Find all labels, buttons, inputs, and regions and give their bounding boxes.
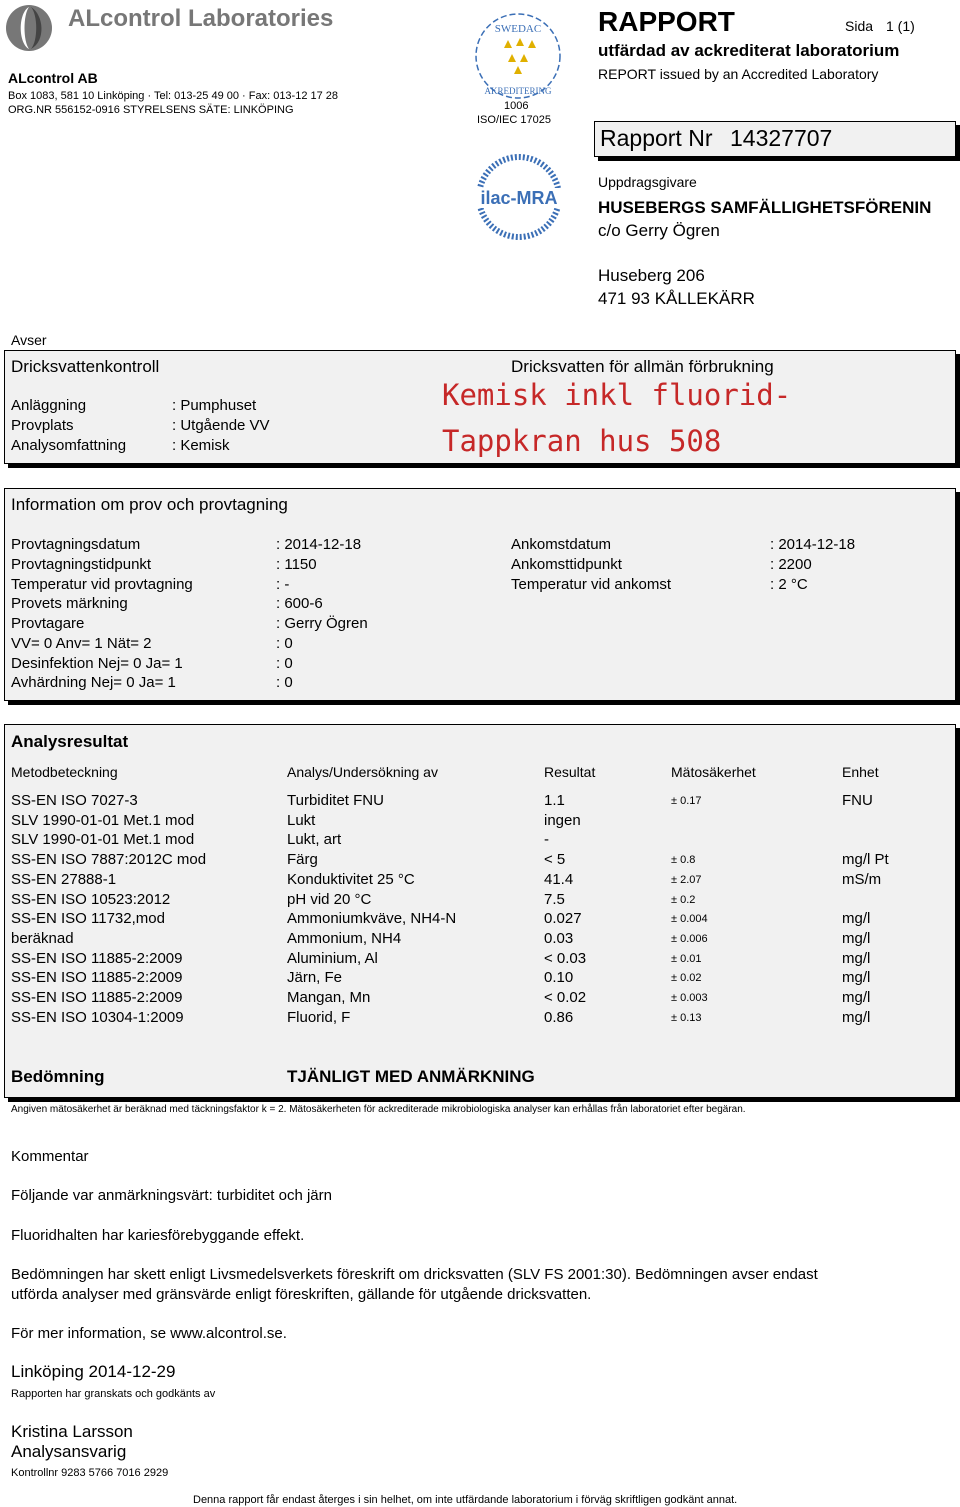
cell-uncertainty: ± 0.02: [671, 972, 702, 985]
cell-method: SS-EN ISO 11732,mod: [11, 910, 165, 928]
info-left-value: : Gerry Ögren: [276, 615, 368, 632]
stamp-line-1: Kemisk inkl fluorid-: [442, 378, 792, 412]
cell-method: SS-EN ISO 7027-3: [11, 792, 138, 809]
avser-title: Dricksvattenkontroll: [11, 357, 160, 376]
comment-line: Följande var anmärkningsvärt: turbiditet och järn: [11, 1187, 332, 1204]
page-label: Sida: [845, 18, 874, 34]
cell-uncertainty: ± 0.8: [671, 854, 696, 867]
cell-result: 1.1: [544, 792, 565, 809]
cell-result: 7.5: [544, 890, 565, 908]
cell-method: SS-EN ISO 10304-1:2009: [11, 1008, 184, 1026]
info-right-value: : 2200: [770, 556, 812, 573]
assessment-value: TJÄNLIGT MED ANMÄRKNING: [287, 1067, 535, 1086]
subtitle-sv: utfärdad av ackrediterat laboratorium: [598, 41, 900, 60]
page-footer: Denna rapport får endast återges i sin helhet, om inte utfärdande laboratorium i förväg skriftligen godkänt annat.: [193, 1494, 738, 1506]
info-right-value: : 2014-12-18: [770, 536, 856, 553]
info-left-value: : 0: [276, 635, 293, 652]
company-logo: [4, 3, 56, 53]
stamp-line-2: Tappkran hus 508: [442, 424, 722, 458]
info-right-label: Ankomstdatum: [511, 536, 612, 553]
info-title: Information om prov och provtagning: [11, 495, 288, 514]
info-left-value: : 0: [276, 674, 293, 691]
cell-analysis: Ammoniumkväve, NH4-N: [287, 910, 457, 928]
subtitle-en: REPORT issued by an Accredited Laboratory: [598, 66, 879, 82]
alcontrol-logo-icon: [4, 3, 56, 53]
ilac-mra-seal: [474, 152, 564, 242]
avser-field-value: : Kemisk: [172, 437, 230, 454]
place-date: Linköping 2014-12-29: [11, 1362, 176, 1381]
cell-result: 0.10: [544, 969, 574, 987]
cell-analysis: pH vid 20 °C: [287, 890, 372, 908]
cell-method: SLV 1990-01-01 Met.1 mod: [11, 831, 195, 849]
cell-uncertainty: ± 0.2: [671, 893, 696, 906]
info-right-label: Ankomsttidpunkt: [511, 556, 622, 573]
column-header-result: Resultat: [544, 764, 596, 780]
uncertainty-footnote: Angiven mätosäkerhet är beräknad med täckningsfaktor k = 2. Mätosäkerheten för ackrediterade mikrobiologiska analyser kan erhållas från laboratoriet efter begäran.: [11, 1104, 746, 1115]
cell-method: SS-EN ISO 10523:2012: [11, 890, 171, 908]
signatory-role: Analysansvarig: [11, 1442, 127, 1461]
info-left-label: Desinfektion Nej= 0 Ja= 1: [11, 655, 183, 672]
company-name: ALcontrol AB: [8, 70, 98, 86]
cell-uncertainty: ± 0.17: [671, 795, 702, 807]
cell-result: 0.86: [544, 1008, 574, 1026]
comment-label: Kommentar: [11, 1148, 89, 1165]
cell-unit: mg/l: [842, 969, 871, 987]
cell-unit: mS/m: [842, 870, 882, 888]
info-left-value: : 2014-12-18: [276, 536, 362, 553]
info-right-label: Temperatur vid ankomst: [511, 576, 672, 593]
info-right-value: : 2 °C: [770, 576, 808, 593]
cell-method: SS-EN ISO 11885-2:2009: [11, 969, 183, 987]
cell-result: -: [544, 831, 549, 849]
accreditation-number: 1006: [504, 100, 529, 112]
client-name: HUSEBERGS SAMFÄLLIGHETSFÖRENIN: [598, 198, 932, 217]
column-header-method: Metodbeteckning: [11, 764, 118, 780]
info-left-label: Temperatur vid provtagning: [11, 576, 193, 593]
cell-result: ingen: [544, 811, 581, 829]
ilac-mra-seal-icon: [474, 152, 564, 242]
cell-unit: mg/l Pt: [842, 851, 889, 869]
cell-uncertainty: ± 0.01: [671, 952, 702, 965]
accreditation-standard: ISO/IEC 17025: [477, 114, 551, 126]
company-address: Box 1083, 581 10 Linköping · Tel: 013-25 49 00 · Fax: 013-12 17 28: [8, 90, 339, 102]
report-number: 14327707: [730, 125, 833, 151]
avser-field-value: : Pumphuset: [172, 397, 257, 414]
signatory-name: Kristina Larsson: [11, 1422, 133, 1441]
cell-unit: mg/l: [842, 929, 871, 947]
cell-method: SS-EN ISO 11885-2:2009: [11, 949, 183, 967]
avser-field-value: : Utgående VV: [172, 417, 270, 434]
column-header-unit: Enhet: [842, 764, 879, 780]
info-left-value: : 0: [276, 655, 293, 672]
cell-analysis: Järn, Fe: [287, 969, 343, 987]
info-left-value: : 600-6: [276, 595, 323, 612]
cell-analysis: Lukt: [287, 811, 316, 829]
cell-result: 0.03: [544, 929, 574, 947]
svg-text:AKREDITERING: AKREDITERING: [484, 86, 552, 96]
swedac-seal-icon: [472, 10, 564, 102]
cell-uncertainty: ± 0.006: [671, 932, 708, 945]
reviewed-by-label: Rapporten har granskats och godkänts av: [11, 1388, 216, 1400]
comment-line: Fluoridhalten har kariesförebyggande effekt.: [11, 1227, 305, 1244]
comment-line: Bedömningen har skett enligt Livsmedelsverkets föreskrift om dricksvatten (SLV FS 2001:30). Bedömningen avser endast: [11, 1266, 818, 1283]
avser-field-label: Anläggning: [11, 397, 87, 414]
cell-result: 0.027: [544, 910, 582, 928]
info-left-value: : 1150: [276, 556, 317, 573]
info-left-label: Provtagningsdatum: [11, 536, 141, 553]
cell-unit: mg/l: [842, 1008, 871, 1026]
cell-result: < 5: [544, 851, 566, 869]
comment-line: För mer information, se www.alcontrol.se.: [11, 1325, 287, 1342]
client-street: Huseberg 206: [598, 266, 705, 285]
info-left-label: Provtagningstidpunkt: [11, 556, 152, 573]
cell-method: SLV 1990-01-01 Met.1 mod: [11, 811, 195, 829]
report-number-label: Rapport Nr: [600, 125, 713, 151]
avser-right-title: Dricksvatten för allmän förbrukning: [511, 357, 774, 376]
cell-unit: mg/l: [842, 989, 871, 1006]
column-header-analysis: Analys/Undersökning av: [287, 764, 438, 780]
info-left-label: Provets märkning: [11, 595, 128, 612]
report-title: RAPPORT: [598, 6, 735, 37]
svg-text:ilac-MRA: ilac-MRA: [480, 188, 558, 208]
cell-uncertainty: ± 0.003: [671, 992, 708, 1004]
cell-uncertainty: ± 0.13: [671, 1011, 702, 1024]
assessment-label: Bedömning: [11, 1067, 105, 1086]
cell-analysis: Mangan, Mn: [287, 989, 371, 1006]
cell-method: SS-EN 27888-1: [11, 870, 117, 888]
cell-analysis: Fluorid, F: [287, 1008, 351, 1026]
company-logo-text: ALcontrol Laboratories: [68, 5, 334, 32]
cell-analysis: Färg: [287, 851, 318, 869]
cell-analysis: Ammonium, NH4: [287, 929, 402, 947]
cell-uncertainty: ± 2.07: [671, 873, 702, 886]
info-left-label: Provtagare: [11, 615, 85, 632]
cell-result: 41.4: [544, 870, 574, 888]
info-left-value: : -: [276, 576, 290, 593]
swedac-seal: [472, 10, 564, 102]
control-number: Kontrollnr 9283 5766 7016 2929: [11, 1467, 169, 1479]
client-co: c/o Gerry Ögren: [598, 221, 720, 240]
results-title: Analysresultat: [11, 732, 129, 751]
comment-line: utförda analyser med gränsvärde enligt föreskriften, gällande för utgående dricksvatten.: [11, 1286, 592, 1303]
cell-method: SS-EN ISO 7887:2012C mod: [11, 851, 207, 869]
avser-field-label: Analysomfattning: [11, 437, 127, 454]
avser-field-label: Provplats: [11, 417, 74, 434]
column-header-uncertainty: Mätosäkerhet: [671, 764, 756, 780]
cell-unit: mg/l: [842, 910, 871, 928]
cell-analysis: Lukt, art: [287, 831, 342, 849]
cell-uncertainty: ± 0.004: [671, 913, 708, 926]
cell-analysis: Aluminium, Al: [287, 949, 378, 967]
info-left-label: VV= 0 Anv= 1 Nät= 2: [11, 635, 152, 652]
cell-unit: FNU: [842, 792, 873, 809]
cell-result: < 0.03: [544, 949, 587, 967]
svg-text:SWEDAC: SWEDAC: [494, 23, 542, 35]
cell-method: SS-EN ISO 11885-2:2009: [11, 989, 183, 1006]
avser-label: Avser: [11, 332, 47, 348]
cell-analysis: Konduktivitet 25 °C: [287, 870, 415, 888]
client-postal: 471 93 KÅLLEKÄRR: [598, 289, 755, 308]
cell-analysis: Turbiditet FNU: [287, 792, 384, 809]
client-label: Uppdragsgivare: [598, 174, 697, 190]
cell-unit: mg/l: [842, 949, 871, 967]
company-org: ORG.NR 556152-0916 STYRELSENS SÄTE: LINKÖPING: [8, 104, 294, 116]
info-left-label: Avhärdning Nej= 0 Ja= 1: [11, 674, 176, 691]
cell-method: beräknad: [11, 929, 74, 947]
cell-result: < 0.02: [544, 989, 587, 1006]
page-value: 1 (1): [886, 18, 915, 34]
